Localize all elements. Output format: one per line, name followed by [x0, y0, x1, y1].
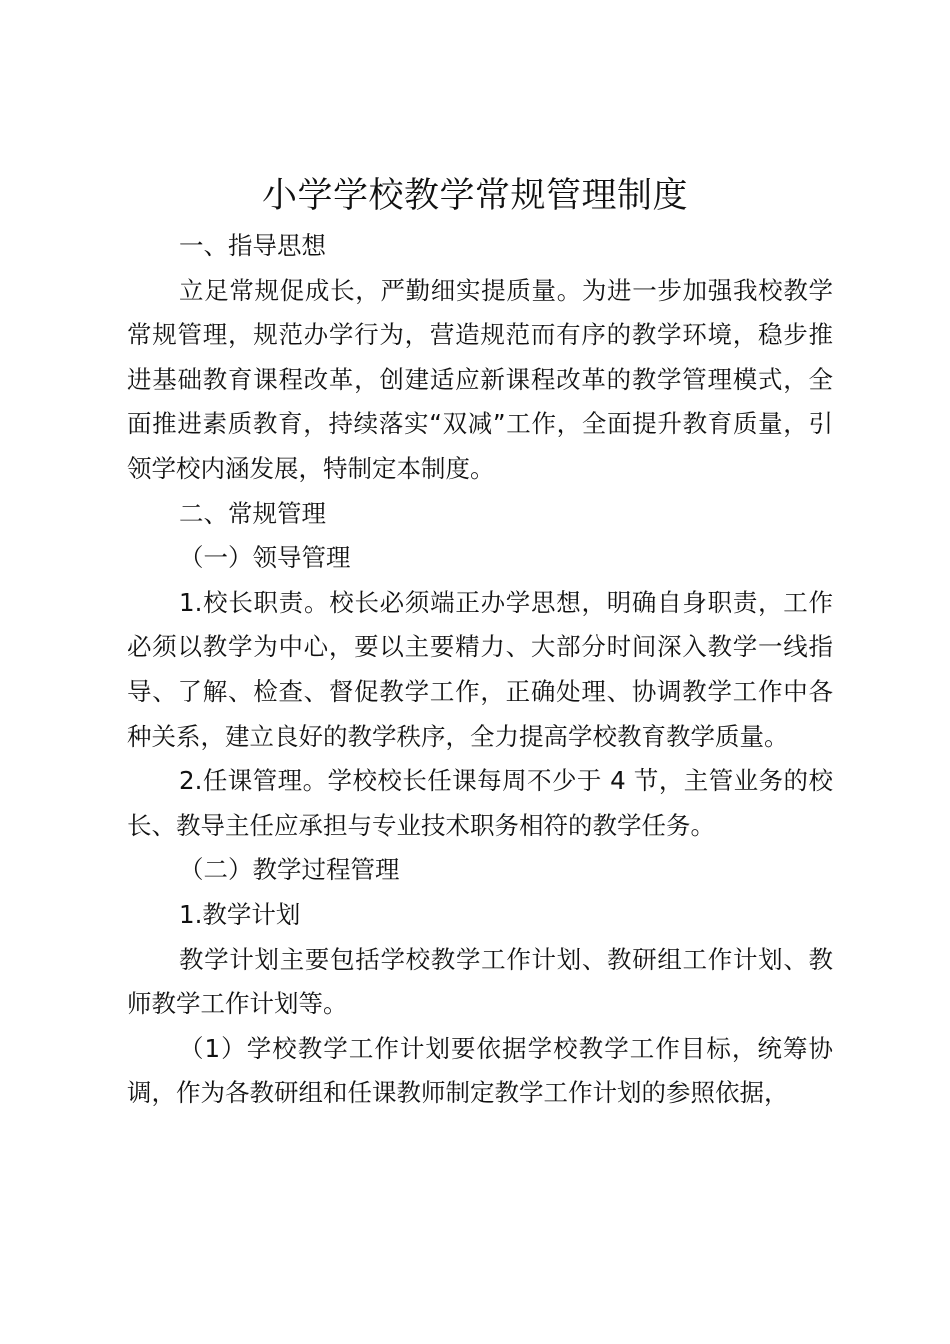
- paragraph-school-teaching-plan: （1）学校教学工作计划要依据学校教学工作目标，统筹协调，作为各教研组和任课教师制定教学工作计划的参照依据，: [127, 1033, 833, 1108]
- document-body: [127, 224, 833, 1116]
- item-heading-teaching-plan: 1.教学计划: [179, 899, 301, 929]
- subsection-heading-leadership: （一）领导管理: [179, 543, 351, 573]
- section-heading-routine-management: 二、常规管理: [179, 498, 326, 528]
- subsection-heading-teaching-process: （二）教学过程管理: [179, 855, 400, 885]
- paragraph-teaching-assignment: 2.任课管理。学校校长任课每周不少于 4 节，主管业务的校长、教导主任应承担与专业技术职务相符的教学任务。: [127, 766, 833, 840]
- paragraph-teaching-plan-types: 教学计划主要包括学校教学工作计划、教研组工作计划、教师教学工作计划等。: [127, 944, 833, 1019]
- document-title: 小学学校教学常规管理制度: [261, 176, 688, 216]
- paragraph-guiding-ideology: 立足常规促成长，严勤细实提质量。为进一步加强我校教学常规管理，规范办学行为，营造规范而有序的教学环境，稳步推进基础教育课程改革，创建适应新课程改革的教学管理模式，全面推进素质教育，持续落实“双减”工作，全面提升教育质量，引领学校内涵发展，特制定本制度。: [127, 275, 833, 483]
- section-heading-guiding-ideology: 一、指导思想: [179, 231, 326, 260]
- paragraph-principal-duties: 1.校长职责。校长必须端正办学思想，明确自身职责，工作必须以教学为中心，要以主要精力、大部分时间深入教学一线指导、了解、检查、督促教学工作，正确处理、协调教学工作中各种关系，建立良好的教学秩序，全力提高学校教育教学质量。: [127, 587, 833, 751]
